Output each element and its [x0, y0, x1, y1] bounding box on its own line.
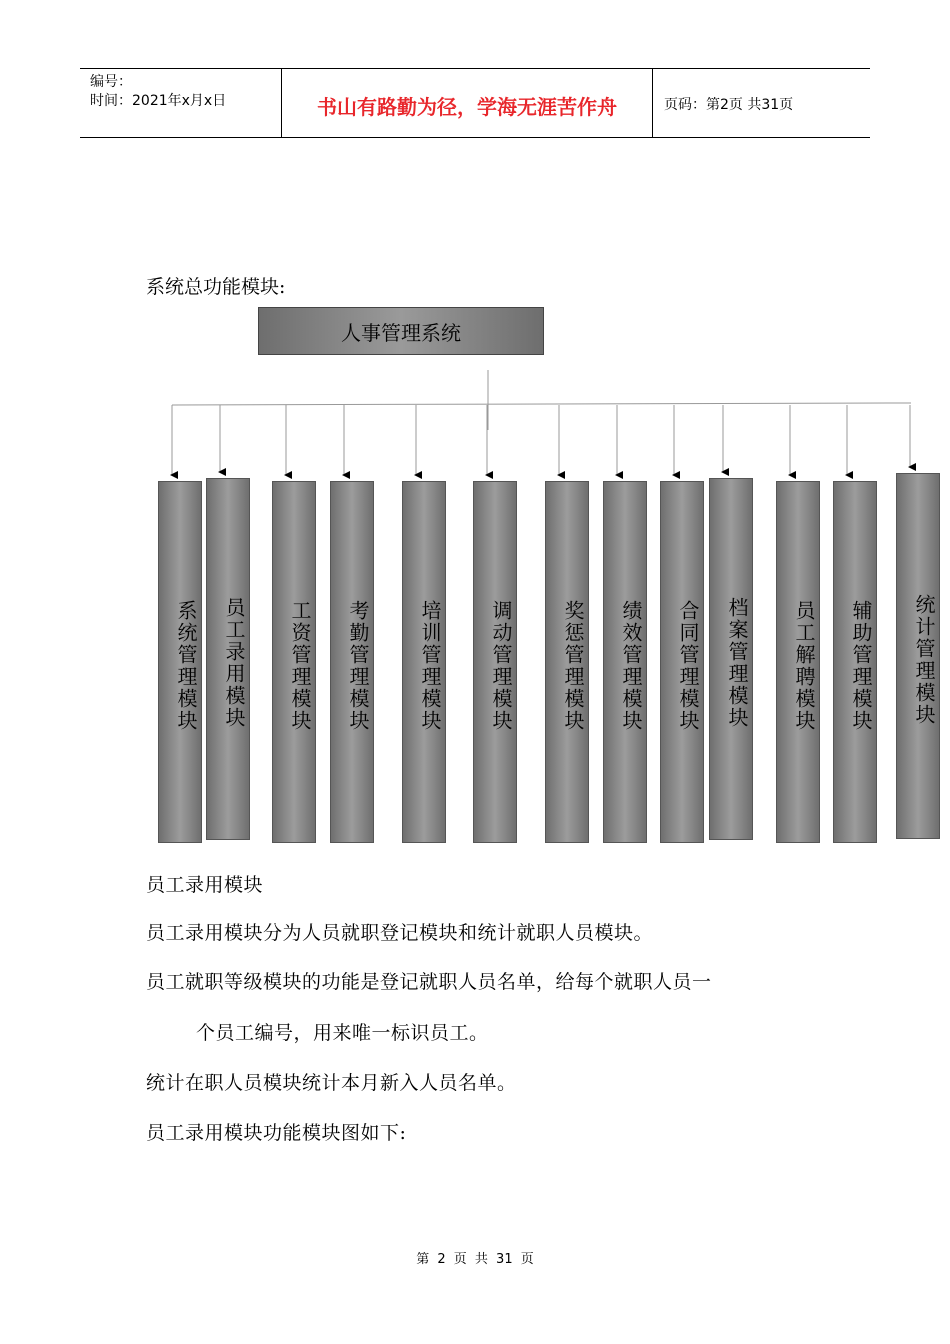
- module-box: [158, 481, 202, 843]
- module-box: [330, 481, 374, 843]
- root-node: 人事管理系统: [258, 307, 544, 355]
- section-title: 系统总功能模块:: [146, 276, 286, 298]
- header-number: 编号：: [90, 74, 132, 90]
- module-label: 档案管理模块: [725, 597, 749, 729]
- module-box: [896, 473, 940, 839]
- header-motto: 书山有路勤为径，学海无涯苦作舟: [317, 95, 617, 119]
- module-box: [709, 478, 753, 840]
- module-label: 调动管理模块: [489, 600, 513, 732]
- diagram-connectors: [0, 0, 950, 500]
- module-box: [206, 478, 250, 840]
- module-label: 合同管理模块: [676, 600, 700, 732]
- paragraph: 员工录用模块功能模块图如下:: [146, 1122, 407, 1144]
- module-box: [272, 481, 316, 843]
- paragraph: 员工就职等级模块的功能是登记就职人员名单，给每个就职人员一: [146, 971, 712, 993]
- module-label: 统计管理模块: [912, 594, 936, 726]
- paragraph: 员工录用模块分为人员就职登记模块和统计就职人员模块。: [146, 922, 654, 944]
- paragraph: 员工录用模块: [146, 874, 264, 896]
- module-box: [603, 481, 647, 843]
- module-label: 系统管理模块: [174, 600, 198, 732]
- module-box: [776, 481, 820, 843]
- module-label: 奖惩管理模块: [561, 600, 585, 732]
- module-box: [833, 481, 877, 843]
- module-label: 员工解聘模块: [792, 600, 816, 732]
- module-label: 工资管理模块: [288, 600, 312, 732]
- module-box: [473, 481, 517, 843]
- module-box: [660, 481, 704, 843]
- module-label: 考勤管理模块: [346, 600, 370, 732]
- module-label: 绩效管理模块: [619, 600, 643, 732]
- page-footer: 第 2 页 共 31 页: [416, 1252, 534, 1267]
- module-box: [545, 481, 589, 843]
- module-label: 员工录用模块: [222, 597, 246, 729]
- branch-line: [172, 403, 911, 405]
- header-page-info: 页码：第2页 共31页: [664, 97, 794, 113]
- module-box: [402, 481, 446, 843]
- paragraph: 统计在职人员模块统计本月新入人员名单。: [146, 1072, 517, 1094]
- module-label: 培训管理模块: [418, 600, 442, 732]
- paragraph: 个员工编号，用来唯一标识员工。: [196, 1022, 489, 1044]
- module-label: 辅助管理模块: [849, 600, 873, 732]
- header-time: 时间：2021年x月x日: [90, 93, 227, 109]
